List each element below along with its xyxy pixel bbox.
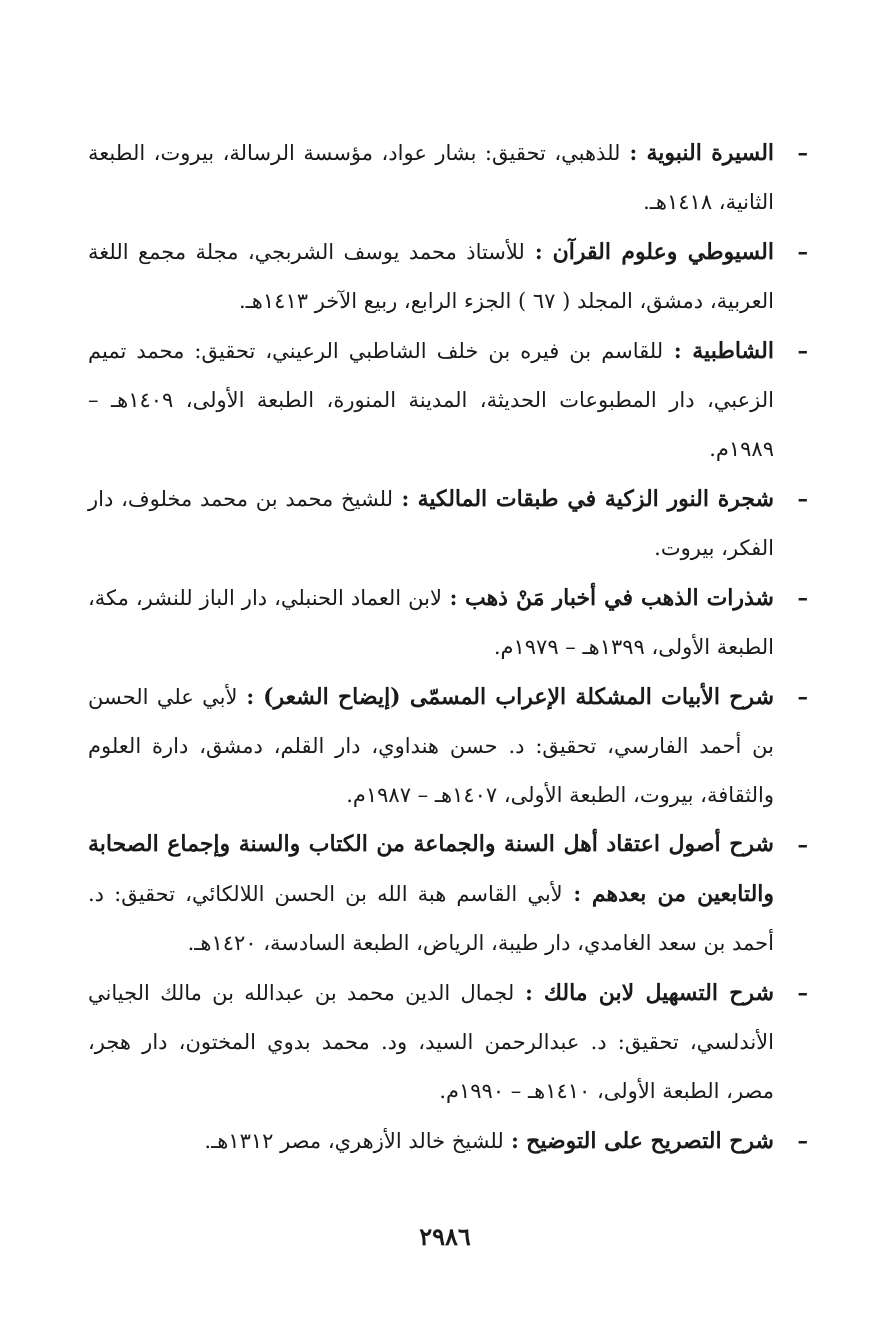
entry-body: للشيخ خالد الأزهري، مصر ١٣١٢هـ. xyxy=(204,1129,504,1153)
entry-title: السيرة النبوية xyxy=(646,140,775,166)
entry-body: للأستاذ محمد يوسف الشربجي، مجلة مجمع اللغة العربية، دمشق، المجلد ( ٦٧ ) الجزء الرابع، ربيع الآخر ١٤١٣هـ. xyxy=(88,240,774,313)
entry-dash: – xyxy=(797,684,808,709)
bibliography-entry xyxy=(88,968,808,1116)
entry-title: السيوطي وعلوم القرآن xyxy=(552,239,774,265)
bibliography-entry xyxy=(88,573,808,672)
entry-title: شرح التسهيل لابن مالك xyxy=(543,980,775,1006)
entry-dash: – xyxy=(797,832,808,857)
entry-body: للذهبي، تحقيق: بشار عواد، مؤسسة الرسالة، بيروت، الطبعة الثانية، ١٤١٨هـ. xyxy=(88,141,774,214)
entry-separator: : xyxy=(441,585,465,610)
bibliography-entry xyxy=(88,128,808,227)
entry-separator: : xyxy=(524,239,553,264)
entry-title: شجرة النور الزكية في طبقات المالكية xyxy=(417,486,775,512)
bibliography-page xyxy=(88,128,808,1166)
bibliography-entry xyxy=(88,227,808,326)
entry-body: لأبي علي الحسن بن أحمد الفارسي، تحقيق: د. حسن هنداوي، دار القلم، دمشق، دارة العلوم والثقافة، بيروت، الطبعة الأولى، ١٤٠٧هـ – ١٩٨٧م. xyxy=(88,685,774,807)
entry-body: لجمال الدين محمد بن عبدالله بن مالك الجياني الأندلسي، تحقيق: د. عبدالرحمن السيد، ود. محمد بدوي المختون، دار هجر، مصر، الطبعة الأولى، ١٤١٠هـ – ١٩٩٠م. xyxy=(88,981,774,1103)
entry-dash: – xyxy=(797,239,808,264)
entry-dash: – xyxy=(797,980,808,1005)
entry-separator: : xyxy=(663,338,693,363)
page-number: ٢٩٨٦ xyxy=(419,1222,471,1251)
entry-dash: – xyxy=(797,585,808,610)
entry-body: للقاسم بن فيره بن خلف الشاطبي الرعيني، تحقيق: محمد تميم الزعبي، دار المطبوعات الحديثة، المدينة المنورة، الطبعة الأولى، ١٤٠٩هـ – ١٩٨٩م. xyxy=(88,339,774,461)
entry-dash: – xyxy=(797,486,808,511)
entry-title: شرح الأبيات المشكلة الإعراب المسمّى (إيضاح الشعر) xyxy=(263,684,775,710)
entry-title: شذرات الذهب في أخبار مَنْ ذهب xyxy=(464,585,774,611)
bibliography-entry xyxy=(88,820,808,968)
bibliography-entry xyxy=(88,326,808,474)
entry-separator: : xyxy=(393,486,418,511)
entry-title: الشاطبية xyxy=(692,338,774,364)
entry-dash: – xyxy=(797,1128,808,1153)
entry-body: للشيخ محمد بن محمد مخلوف، دار الفكر، بيروت. xyxy=(88,487,774,560)
bibliography-entry xyxy=(88,672,808,820)
entry-body: لأبي القاسم هبة الله بن الحسن اللالكائي، تحقيق: د. أحمد بن سعد الغامدي، دار طيبة، الرياض، الطبعة السادسة، ١٤٢٠هـ. xyxy=(88,882,774,955)
entry-dash: – xyxy=(797,140,808,165)
entry-title: شرح أصول اعتقاد أهل السنة والجماعة من الكتاب والسنة وإجماع الصحابة والتابعين من بعدهم xyxy=(88,831,775,907)
entry-dash: – xyxy=(797,338,808,363)
entry-body: لابن العماد الحنبلي، دار الباز للنشر، مكة، الطبعة الأولى، ١٣٩٩هـ – ١٩٧٩م. xyxy=(88,586,774,659)
entry-separator: : xyxy=(503,1128,527,1153)
bibliography-entry xyxy=(88,1116,808,1166)
entry-separator: : xyxy=(562,881,592,906)
entry-title: شرح التصريح على التوضيح xyxy=(526,1128,774,1154)
entry-separator: : xyxy=(620,140,647,165)
entry-separator: : xyxy=(514,980,544,1005)
bibliography-entry xyxy=(88,474,808,573)
entry-separator: : xyxy=(237,684,264,709)
